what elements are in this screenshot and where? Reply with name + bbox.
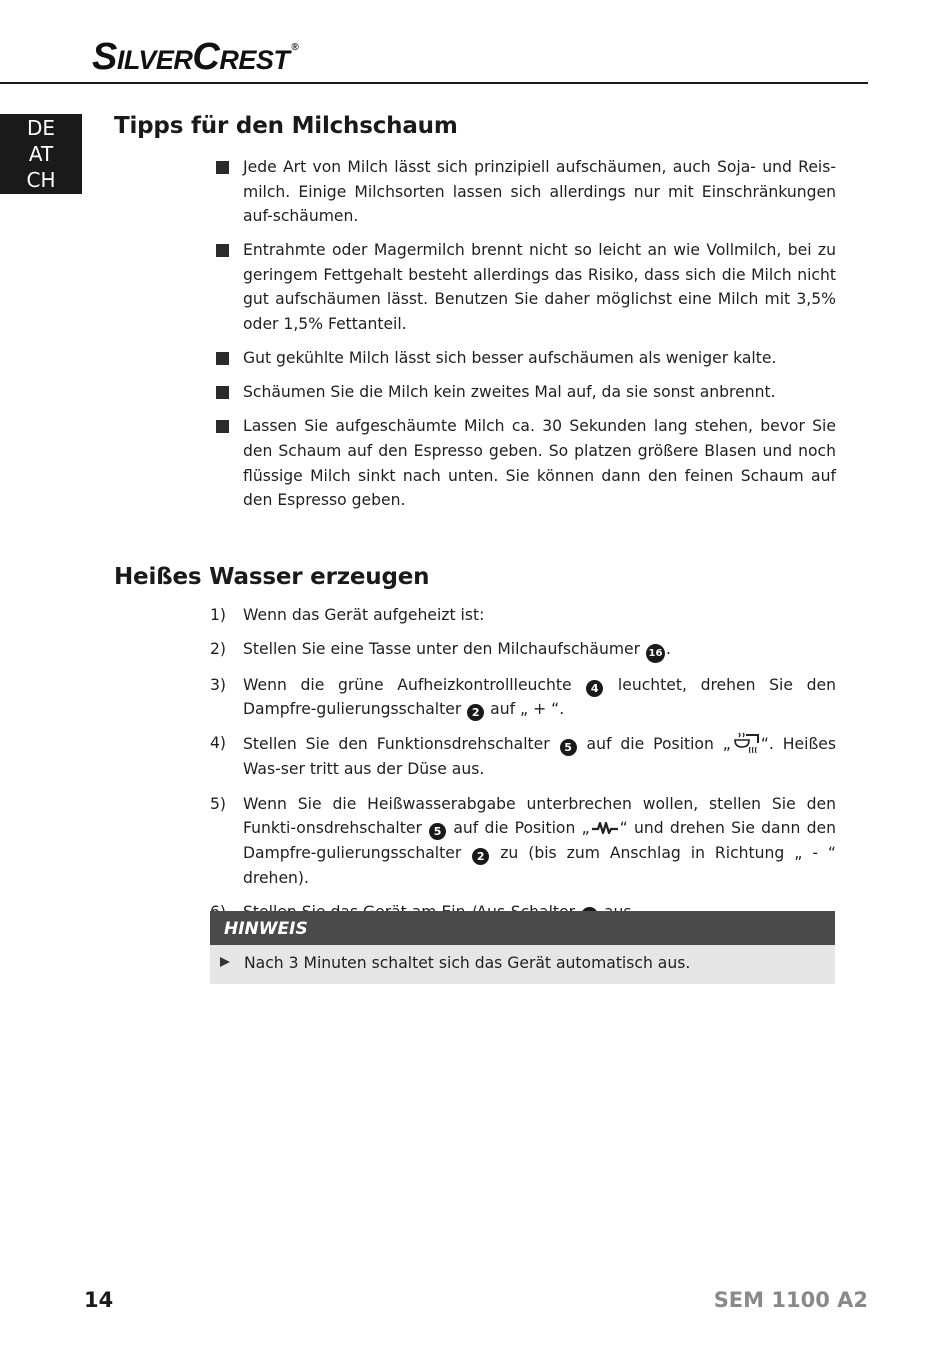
part-number-badge: 5 — [560, 739, 577, 756]
list-item: Lassen Sie aufgeschäumte Milch ca. 30 Sekunden lang stehen, bevor Sie den Schaum auf den Espresso geben. So platzen größere Blasen und noch flüssige Milch sinkt nach unten. Sie können dann den feinen Schaum auf den Espresso geben. — [210, 414, 836, 512]
note-box — [210, 911, 835, 984]
header-rule — [0, 82, 868, 84]
language-tab — [0, 114, 82, 194]
hot-water-position-icon — [731, 731, 761, 757]
lang-at: AT — [28, 142, 54, 166]
lang-ch: CH — [26, 168, 56, 192]
section-title-hot-water: Heißes Wasser erzeugen — [114, 564, 430, 590]
step-item: 5) Wenn Sie die Heißwasserabgabe unterbrechen wollen, stellen Sie den Funkti-onsdrehschalter 5 auf die Position „ “ und drehen Sie dann den Dampfre-gulierungsschalter 2 zu (bis zum Anschlag in Richtung „ - “ drehen). — [210, 794, 837, 887]
model-number: SEM 1100 A2 — [713, 1288, 868, 1312]
milk-foam-tips-list — [210, 155, 836, 522]
lang-de: DE — [26, 116, 56, 140]
section-title-milk-foam: Tipps für den Milchschaum — [114, 113, 458, 139]
step-item: 3) Wenn die grüne Aufheizkontrollleuchte 4 leuchtet, drehen Sie den Dampfre-gulierungsschalter 2 auf „ + “. — [210, 675, 837, 720]
steam-off-position-icon — [590, 817, 620, 837]
list-item: Entrahmte oder Magermilch brennt nicht so leicht an wie Vollmilch, bei zu geringem Fettgehalt besteht allerdings das Risiko, dass sich die Milch nicht gut aufschäumen lässt. Benutzen Sie daher möglichst eine Milch mit 3,5% oder 1,5% Fettanteil. — [210, 238, 836, 336]
page-number: 14 — [84, 1288, 114, 1312]
part-number-badge: 2 — [467, 704, 484, 721]
hot-water-steps-list — [210, 603, 836, 934]
note-body — [210, 945, 835, 984]
part-number-badge: 4 — [586, 680, 603, 697]
step-item: 2) Stellen Sie eine Tasse unter den Milchaufschäumer 16 . — [210, 637, 836, 663]
silvercrest-logo: SILVERCREST ® — [92, 36, 299, 78]
note-title: HINWEIS — [210, 911, 835, 945]
bullet-square-icon — [216, 161, 229, 174]
note-arrow-icon — [220, 957, 230, 967]
bullet-square-icon — [216, 244, 229, 257]
step-item: 4) Stellen Sie den Funktionsdrehschalter 5 auf die Position „ “. Heißes Was-ser tritt aus der Düse aus. — [210, 731, 836, 782]
bullet-square-icon — [216, 386, 229, 399]
bullet-square-icon — [216, 420, 229, 433]
part-number-badge: 2 — [472, 848, 489, 865]
part-number-badge: 16 — [646, 644, 665, 663]
bullet-square-icon — [216, 352, 229, 365]
step-item: 1) Wenn das Gerät aufgeheizt ist: — [210, 606, 485, 624]
list-item: Schäumen Sie die Milch kein zweites Mal auf, da sie sonst anbrennt. — [210, 380, 836, 405]
part-number-badge: 5 — [429, 823, 446, 840]
list-item: Gut gekühlte Milch lässt sich besser aufschäumen als weniger kalte. — [210, 346, 836, 371]
list-item: Jede Art von Milch lässt sich prinzipiell aufschäumen, auch Soja- und Reis-milch. Einige Milchsorten lassen sich allerdings nur mit Einschränkungen auf-schäumen. — [210, 155, 836, 229]
note-text: Nach 3 Minuten schaltet sich das Gerät automatisch aus. — [244, 954, 691, 972]
